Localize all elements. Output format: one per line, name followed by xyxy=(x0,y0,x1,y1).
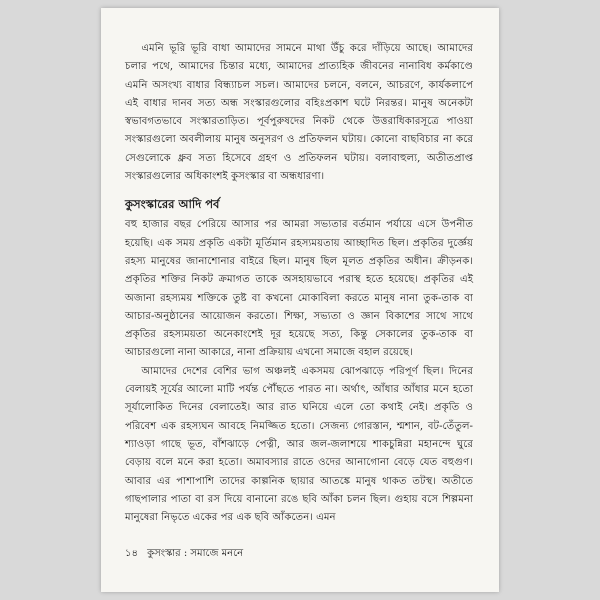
page-footer xyxy=(125,547,473,561)
book-page xyxy=(101,8,499,592)
running-title: কুসংস্কার : সমাজে মননে xyxy=(147,548,244,559)
page-body xyxy=(125,40,473,527)
paragraph-text: এমনি ভূরি ভূরি বাধা আমাদের সামনে মাথা উঁচু করে দাঁড়িয়ে আছে। আমাদের চলার পথে, আমাদের চিন্তার মধ্যে, আমাদের প্রাত্যহিক জীবনের নানাবিধ কর্মকাণ্ডে এমনি অসংখ্য বাধার বিন্ধ্যাচল সচল। আমাদের চলনে, বলনে, আচরণে, কার্যকলাপে এই বাধার দানব সত্য অন্ধ সংস্কারগুলোর বহিঃপ্রকাশ ঘটে নিরন্তর। মানুষ অনেকটা স্বভাবগতভাবে সংস্কারতাড়িত। পূর্বপুরুষদের নিকট থেকে উত্তরাধিকারসূত্রে পাওয়া সংস্কারগুলো অবলীলায় মানুষ অনুসরণ ও প্রতিফলন ঘটায়। কোনো বাছবিচার না করে সেগুলোকে ধ্রুব সত্য হিসেবে গ্রহণ ও প্রতিফলন ঘটায়। বলাবাহুল্য, অতীতপ্রাপ্ত সংস্কারগুলোর অধিকাংশই কুসংস্কার বা অন্ধধারণা। xyxy=(125,43,473,183)
paragraph-text: আমাদের দেশের বেশির ভাগ অঞ্চলই একসময় ঝোপঝাড়ে পরিপূর্ণ ছিল। দিনের বেলায়ই সূর্যের আলো মাটি পর্যন্ত পৌঁছতে পারত না। অর্থাৎ, আঁধার আঁধার মনে হতো সূর্যালোকিত দিনের বেলাতেই। আর রাত ঘনিয়ে এলে তো কথাই নেই। প্রকৃতি ও পরিবেশ এক রহস্যঘন আবহে নিমজ্জিত হতো। সেজন্য গোরস্তান, শ্মশান, বট-তেঁতুল-শ্যাওড়া গাছে ভূত, বাঁশঝাড়ে পেত্নী, আর জল-জলাশয়ে শাকচুন্নিরা মহানন্দে ঘুরে বেড়ায় বলে মনে করা হতো। অমাবস্যার রাতে ওদের আনাগোনা বেড়ে যেত বহুগুণ। আবার এর পাশাপাশি তাদের কাল্পনিক ছায়ার আতঙ্কে মানুষ থাকত তটস্থ। অতীতে গাছপালার পাতা বা রস দিয়ে বানানো রঙে ছবি আঁকা চলন ছিল। গুহায় বসে শিল্পমনা মানুষেরা নিভৃতে একের পর এক ছবি আঁকতেন। এমন xyxy=(125,365,473,524)
paragraph-1 xyxy=(125,40,473,186)
section-heading: কুসংস্কারের আদি পর্ব xyxy=(125,197,220,212)
page-number: ১৪ xyxy=(125,548,138,559)
paragraph-text: বহু হাজার বছর পেরিয়ে আসার পর আমরা সভ্যতার বর্তমান পর্যায়ে এসে উপনীত হয়েছি। এক সময় প্রকৃতি একটা মূর্তিমান রহস্যময়তায় আচ্ছাদিত ছিল। প্রকৃতির দুর্জ্ঞেয় রহস্য মানুষের জানাশোনার বাইরে ছিল। মানুষ ছিল মূলত প্রকৃতির অধীন। ক্রীড়নক। প্রকৃতির শক্তির নিকট ক্রমাগত তাকে অসহায়ভাবে পরাস্থ হতে হয়েছে। প্রকৃতির এই অজানা রহস্যময় শক্তিকে তুষ্ট বা কখনো মোকাবিলা করতে মানুষ নানা তুক-তাক বা আচার-অনুষ্ঠানের আয়োজন করতো। শিক্ষা, সভ্যতা ও জ্ঞান বিকাশের সাথে সাথে প্রকৃতির রহস্যময়তা অনেকাংশেই দূর হয়েছে সত্য, কিন্তু সেকালের তুক-তাক বা আচারগুলো নানা আকারে, নানা প্রক্রিয়ায় এখনো সমাজে বহাল রয়েছে। xyxy=(125,219,473,359)
paragraph-2 xyxy=(125,216,473,362)
paragraph-3 xyxy=(125,363,473,528)
